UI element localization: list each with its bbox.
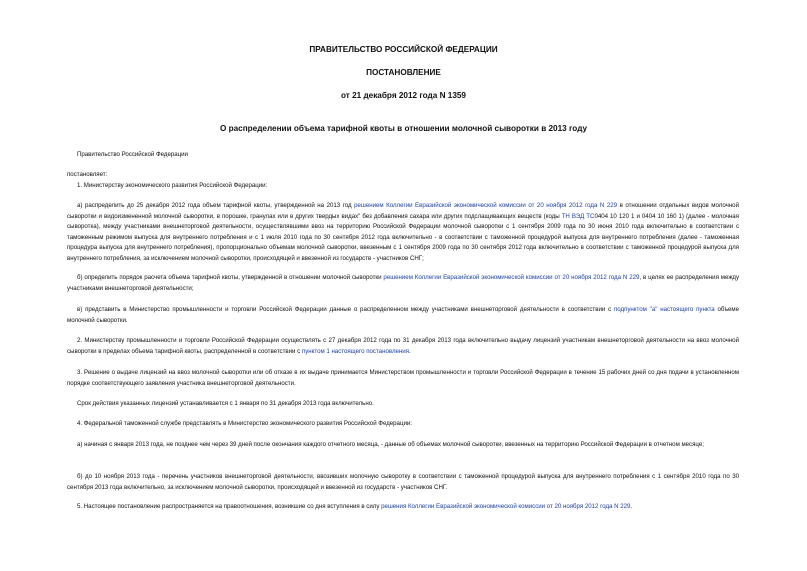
clause-5 xyxy=(67,502,739,513)
subclause-a-link[interactable]: подпунктом "а" настоящего пункта xyxy=(613,306,715,313)
intro-resolves: постановляет: xyxy=(67,171,108,178)
document-title: О распределении объема тарифной квоты в отношении молочной сыворотки в 2013 году xyxy=(219,124,588,133)
clause-5-text-1: 5. Настоящее постановление распространяется на правоотношения, возникшие со дня вступления в силу xyxy=(77,503,382,510)
tn-ved-ts-link[interactable]: ТН ВЭД ТС xyxy=(561,212,595,220)
eec-decision-229-link[interactable]: решением Коллегии Евразийской экономической комиссии от 20 ноября 2012 года N 229 xyxy=(383,274,640,281)
clause-1b-text-2: , в целях ее распределения между участниками внешнеторговой деятельности; xyxy=(67,274,740,292)
clause-1: 1. Министерству экономического развития Российской Федерации: xyxy=(77,182,268,189)
clause-1a xyxy=(67,201,739,264)
eec-decision-229-link[interactable]: решения Коллегии Евразийской экономической комиссии от 20 ноября 2012 года N 229 xyxy=(381,503,631,510)
clause-3-license-term: Срок действия указанных лицензий устанавливается с 1 января по 31 декабря 2013 года включительно. xyxy=(77,400,374,407)
clause-2-text-1: 2. Министерству промышленности и торговли Российской Федерации осуществлять с 27 декабря 2012 года по 31 декабря 2013 года включительно выдачу лицензий участникам внешнеторговой деятельности на ввоз молочной сыворотки в пределах объема тарифной квоты, распределенной в соответствии с xyxy=(67,337,739,355)
clause-1a-text-2: в отношении отдельных видов молочной сыворотки и видоизмененной молочной сыворотки, в порошке, гранулах или в других твердых видах" без добавления сахара или других подслащивающих веществ (коды xyxy=(67,202,739,220)
clause-1-link[interactable]: пунктом 1 настоящего постановления xyxy=(301,347,409,355)
clause-5-text-2: . xyxy=(630,503,633,510)
clause-4b: б) до 10 ноября 2013 года - перечень участников внешнеторговой деятельности, ввозивших молочную сыворотку в соответствии с таможенной процедурой выпуска для внутреннего потребления с 1 сентября 2010 года по 30 сентября 2013 года включительно, за исключением молочной сыворотки, происходящей и ввезенной из государств - участников СНГ. xyxy=(67,473,739,491)
clause-1b-text-1: б) определить порядок расчета объема тарифной квоты, утвержденной в отношении молочной сыворотки xyxy=(77,274,384,281)
document-type-heading: ПОСТАНОВЛЕНИЕ xyxy=(366,68,441,77)
clause-1b xyxy=(67,273,739,294)
clause-4a: а) начиная с января 2013 года, не позднее чем через 39 дней после окончания каждого отчетного месяца, - данные об объемах молочной сыворотки, ввезенных на территорию Российской Федерации в отчетном месяце; xyxy=(77,441,704,448)
clause-4: 4. Федеральной таможенной службе представлять в Министерство экономического развития Российской Федерации: xyxy=(77,420,412,427)
clause-2 xyxy=(67,336,739,357)
document-date-number: от 21 декабря 2012 года N 1359 xyxy=(341,91,466,100)
eec-decision-229-link[interactable]: решением Коллегии Евразийской экономической комиссии от 20 ноября 2012 года N 229 xyxy=(354,202,618,209)
clause-2-text-2: . xyxy=(409,347,411,355)
clause-1c xyxy=(67,305,739,326)
clause-1a-text-1: а) распределить до 25 декабря 2012 года объем тарифной квоты, утвержденной на 2013 год xyxy=(77,202,355,209)
clause-1a-text-3: 0404 10 120 1 и 0404 10 160 1) (далее - молочная сыворотка), между участниками внешнеторговой деятельности, осуществлявшими ввоз на территорию Российской Федерации молочной сыворотки с 1 сентября 2009 года по 30 июня 2010 года включительно в соответствии с таможенным режимом выпуска для внутреннего потребления и с 1 июля 2010 года по 30 сентября 2012 года включительно - в соответствии с таможенной процедурой выпуска для внутреннего потребления (далее - таможенная процедура выпуска для внутреннего потребления), пропорционально объемам молочной сыворотки, ввезенным с 1 сентября 2009 года по 30 сентября 2012 года включительно в соответствии с таможенной процедурой выпуска для внутреннего потребления, за исключением молочной сыворотки, происходящей и ввезенной из государств - участников СНГ; xyxy=(67,212,739,262)
intro-government: Правительство Российской Федерации xyxy=(77,151,188,158)
clause-3: 3. Решение о выдаче лицензий на ввоз молочной сыворотки или об отказе в их выдаче принимается Министерством промышленности и торговли Российской Федерации в течение 15 рабочих дней со дня подачи в установленном порядке соответствующего заявления участника внешнеторговой деятельности. xyxy=(67,369,739,387)
issuer-heading: ПРАВИТЕЛЬСТВО РОССИЙСКОЙ ФЕДЕРАЦИИ xyxy=(309,45,498,54)
clause-1c-text-2: объеме молочной сыворотки. xyxy=(67,306,740,324)
clause-1c-text-1: в) представить в Министерство промышленности и торговли Российской Федерации данные о распределенном между участниками внешнеторговой деятельности в соответствии с xyxy=(77,306,614,313)
